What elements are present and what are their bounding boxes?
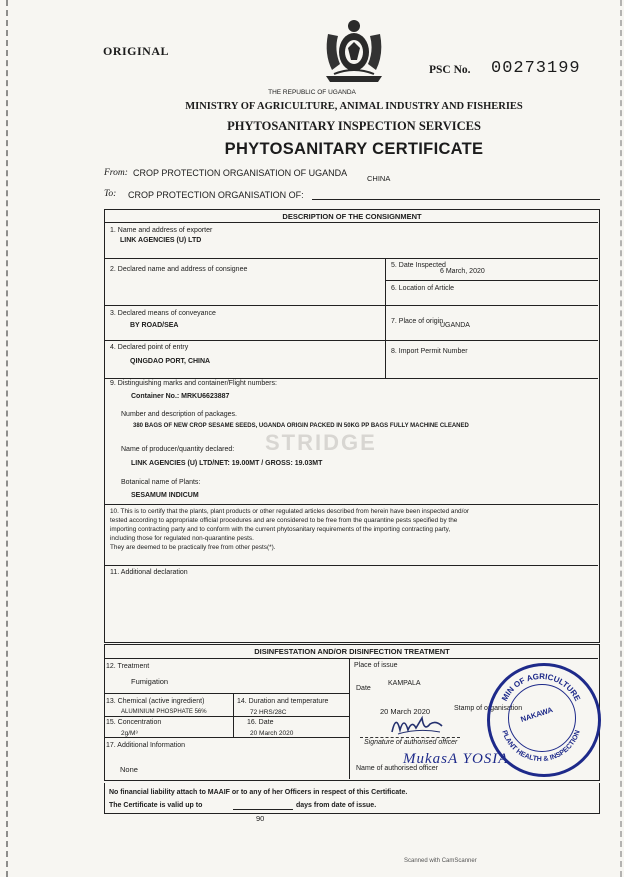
producer-label: Name of producer/quantity declared: [121,446,235,453]
original-label: ORIGINAL [103,44,170,58]
place-of-issue-value: KAMPALA [388,680,421,687]
field-6-label: 6. Location of Article [391,285,455,292]
svg-text:MIN OF AGRICULTURE [500,672,582,703]
field-17-value: None [120,765,138,774]
svg-text:PLANT HEALTH & INSPECTION [500,730,581,764]
field-12-value: Fumigation [131,677,169,686]
consignment-section-title: DESCRIPTION OF THE CONSIGNMENT [282,212,422,221]
signature-label: Signature of authorised officer [364,739,458,746]
to-label: To: [104,189,117,199]
stamp-bottom-text: PLANT HEALTH & INSPECTION [500,729,582,764]
field-5-value: 6 March, 2020 [440,268,485,275]
field-15-value: 2g/M³ [121,730,138,737]
treatment-section-title: DISINFESTATION AND/OR DISINFECTION TREATMENT [254,647,450,656]
signature-icon [388,710,448,738]
field-10-line: importing contracting party and to conform with the current phytosanitary requirements of the importing contracting party, [110,526,451,533]
field-12-label: 12. Treatment [106,663,150,670]
field-7-label: 7. Place of origin [391,318,444,325]
field-13-value: ALUMINIUM PHOSPHATE 56% [121,709,207,715]
field-2-label: 2. Declared name and address of consignee [110,266,248,273]
to-text: CROP PROTECTION ORGANISATION OF: [128,190,304,200]
packages-value: 380 BAGS OF NEW CROP SESAME SEEDS, UGANDA ORIGIN PACKED IN 50KG PP BAGS FULLY MACHINE CLEANED [133,423,469,429]
botanical-value: SESAMUM INDICUM [131,492,199,499]
field-10-line: including those for regulated non-quarantine pests. [110,535,254,542]
scanner-footer: Scanned with CamScanner [404,858,477,864]
field-9-label: 9. Distinguishing marks and container/Flight numbers: [110,380,277,387]
footer-frame [104,783,600,814]
field-14-value: 72 HRS/28C [250,709,287,716]
producer-value: LINK AGENCIES (U) LTD/NET: 19.00MT / GROSS: 19.03MT [131,460,323,467]
botanical-label: Botanical name of Plants: [121,479,201,486]
officer-name-value: MukasA YOSIA [403,751,509,767]
field-10-text [110,507,596,552]
validity-post: days from date of issue. [296,802,377,809]
field-7-value: UGANDA [440,322,470,329]
from-label: From: [104,168,128,178]
field-15-label: 15. Concentration [106,719,162,726]
psc-number: 00273199 [491,59,581,78]
field-16-label: 16. Date [247,719,274,726]
field-16-value: 20 March 2020 [250,730,294,737]
validity-days: 90 [256,814,265,823]
field-10-line: They are deemed to be practically free from other pests(*). [110,544,276,551]
field-8-label: 8. Import Permit Number [391,348,468,355]
field-3-label: 3. Declared means of conveyance [110,310,216,317]
officer-name-label: Name of authorised officer [356,765,438,772]
liability-text: No financial liability attach to MAAIF or to any of her Officers in respect of this Certificate. [109,789,408,796]
stamp-center-text: NAKAWA [519,705,554,724]
validity-pre: The Certificate is valid up to [109,802,203,809]
stamp-prefix-label: Stamp of organisation [454,705,523,712]
issue-date-value: 20 March 2020 [380,707,431,716]
field-14-label: 14. Duration and temperature [237,698,329,705]
field-4-label: 4. Declared point of entry [110,344,189,351]
field-11-label: 11. Additional declaration [110,569,188,576]
coat-of-arms-icon [320,14,388,86]
field-3-value: BY ROAD/SEA [130,322,179,329]
service-line: PHYTOSANITARY INSPECTION SERVICES [227,119,481,133]
ministry-line: MINISTRY OF AGRICULTURE, ANIMAL INDUSTRY AND FISHERIES [185,101,523,112]
to-underline [312,199,600,200]
field-13-label: 13. Chemical (active ingredient) [106,698,205,705]
container-number: Container No.: MRKU6623887 [131,393,230,400]
republic-line: THE REPUBLIC OF UGANDA [268,89,356,96]
packages-label: Number and description of packages. [121,411,237,418]
field-10-line: tested according to appropriate official procedures and are considered to be free from the quarantine pests specified by the [110,517,458,524]
stamp-top-text: MIN OF AGRICULTURE [499,671,583,703]
place-of-issue-label: Place of issue [354,662,398,669]
field-4-value: QINGDAO PORT, CHINA [130,358,211,365]
watermark-text: STRIDGE [265,430,377,455]
psc-label: PSC No. [429,64,471,76]
page-title: PHYTOSANITARY CERTIFICATE [224,140,484,158]
field-10-line: 10. This is to certify that the plants, plant products or other regulated articles described from herein have been inspected and/or [110,508,470,515]
field-5-label: 5. Date Inspected [391,262,446,269]
from-text: CROP PROTECTION ORGANISATION OF UGANDA [133,168,348,178]
field-1-label: 1. Name and address of exporter [110,227,213,234]
from-handwritten: CHINA [367,174,391,183]
field-1-value: LINK AGENCIES (U) LTD [120,237,202,244]
field-17-label: 17. Additional Information [106,742,185,749]
official-stamp [487,663,601,777]
date-label: Date [356,685,371,692]
